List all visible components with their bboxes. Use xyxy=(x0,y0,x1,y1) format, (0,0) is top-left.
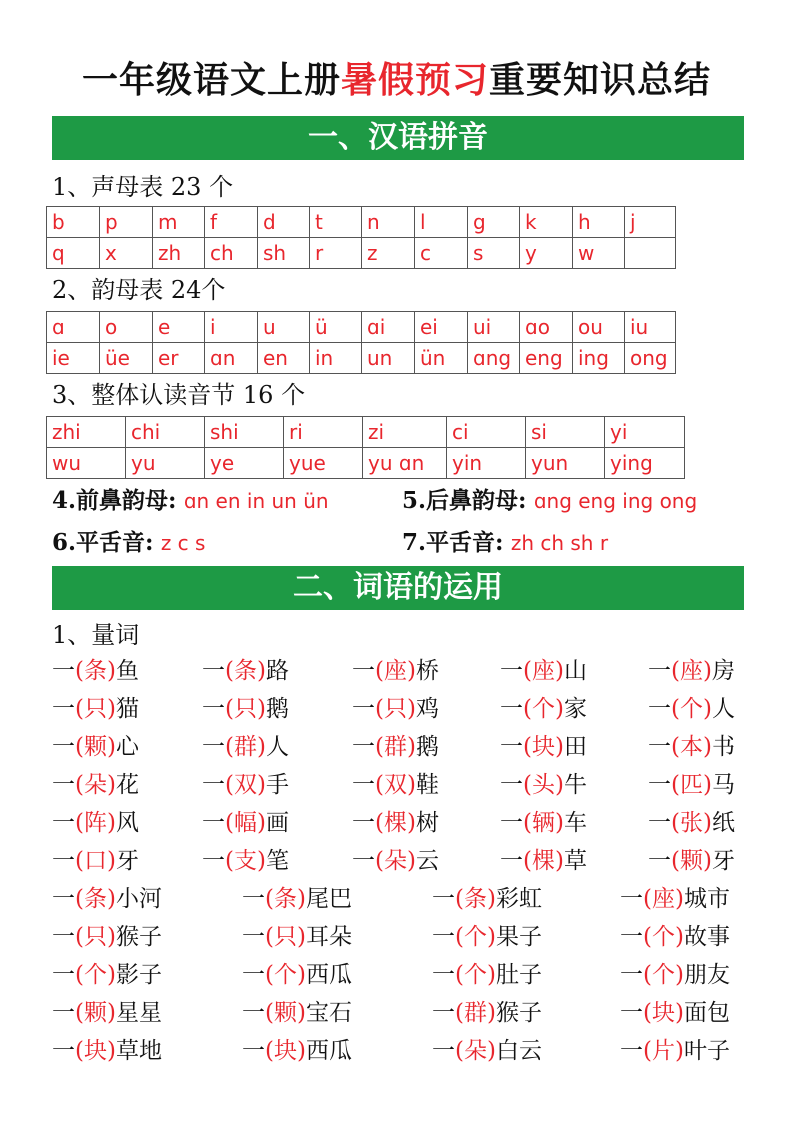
measure-word-item xyxy=(648,732,735,762)
classifier: (颗) xyxy=(75,734,116,760)
table-cell: ing xyxy=(573,343,625,374)
noun: 家 xyxy=(563,696,587,722)
numeral: 一 xyxy=(620,962,643,988)
measure-word-item xyxy=(52,998,162,1028)
noun: 牙 xyxy=(711,848,735,874)
table-cell: x xyxy=(100,238,153,269)
table-cell: wu xyxy=(47,448,126,479)
measure-word-item xyxy=(52,808,139,838)
table-cell: si xyxy=(526,417,605,448)
classifier: (口) xyxy=(75,848,116,874)
measure-word-item xyxy=(648,694,735,724)
noun: 风 xyxy=(115,810,139,836)
numeral: 一 xyxy=(500,658,523,684)
table-cell: q xyxy=(47,238,100,269)
table-cell: g xyxy=(468,207,520,238)
measure-word-item xyxy=(620,998,730,1028)
classifier: (颗) xyxy=(75,1000,116,1026)
table-cell: zhi xyxy=(47,417,126,448)
classifier: (棵) xyxy=(375,810,416,836)
table-cell: er xyxy=(153,343,205,374)
classifier: (条) xyxy=(75,658,116,684)
table-cell: w xyxy=(573,238,625,269)
numeral: 一 xyxy=(242,1000,265,1026)
measure-word-item xyxy=(500,808,587,838)
noun: 尾巴 xyxy=(305,886,352,912)
numeral: 一 xyxy=(352,810,375,836)
classifier: (颗) xyxy=(265,1000,306,1026)
measure-word-item xyxy=(432,1036,542,1066)
table-cell: sh xyxy=(258,238,310,269)
measure-word-item xyxy=(52,922,162,952)
classifier: (个) xyxy=(265,962,306,988)
classifier: (幅) xyxy=(225,810,266,836)
numeral: 一 xyxy=(432,924,455,950)
table-cell: ou xyxy=(573,312,625,343)
table-cell: k xyxy=(520,207,573,238)
noun: 手 xyxy=(265,772,289,798)
noun: 草地 xyxy=(115,1038,162,1064)
classifier: (颗) xyxy=(671,848,712,874)
classifier: (个) xyxy=(455,924,496,950)
classifier: (块) xyxy=(75,1038,116,1064)
table-cell: ri xyxy=(284,417,363,448)
table-cell: ɑn xyxy=(205,343,258,374)
numeral: 一 xyxy=(620,1000,643,1026)
table-cell: o xyxy=(100,312,153,343)
table-cell: m xyxy=(153,207,205,238)
measure-word-item xyxy=(242,960,352,990)
noun: 牙 xyxy=(115,848,139,874)
measure-word-item xyxy=(500,846,587,876)
flat-tongue-line xyxy=(52,528,205,558)
retroflex-label: 7.平舌音: xyxy=(402,529,504,556)
table-cell: ɑo xyxy=(520,312,573,343)
table-cell: ɑng xyxy=(468,343,520,374)
classifier: (本) xyxy=(671,734,712,760)
table-cell: ɑi xyxy=(362,312,415,343)
classifier: (只) xyxy=(75,696,116,722)
classifier: (支) xyxy=(225,848,266,874)
table-row xyxy=(47,448,685,479)
measure-word-item xyxy=(202,732,289,762)
noun: 书 xyxy=(711,734,735,760)
table-cell: iu xyxy=(625,312,676,343)
classifier: (个) xyxy=(643,962,684,988)
noun: 马 xyxy=(711,772,735,798)
table-cell: en xyxy=(258,343,310,374)
noun: 心 xyxy=(115,734,139,760)
table-cell: ying xyxy=(605,448,685,479)
classifier: (条) xyxy=(455,886,496,912)
numeral: 一 xyxy=(52,924,75,950)
numeral: 一 xyxy=(648,696,671,722)
measure-word-item xyxy=(202,656,289,686)
section-heading-pinyin: 一、汉语拼音 xyxy=(52,116,744,160)
measure-word-item xyxy=(620,884,730,914)
initials-title: 1、声母表 23 个 xyxy=(52,173,234,201)
table-cell: y xyxy=(520,238,573,269)
noun: 宝石 xyxy=(305,1000,352,1026)
numeral: 一 xyxy=(648,772,671,798)
noun: 山 xyxy=(563,658,587,684)
numeral: 一 xyxy=(202,734,225,760)
classifier: (块) xyxy=(643,1000,684,1026)
numeral: 一 xyxy=(500,848,523,874)
measure-word-item xyxy=(52,694,139,724)
classifier: (群) xyxy=(225,734,266,760)
numeral: 一 xyxy=(52,658,75,684)
syllables-table xyxy=(46,416,685,479)
classifier: (座) xyxy=(671,658,712,684)
noun: 小河 xyxy=(115,886,162,912)
classifier: (只) xyxy=(265,924,306,950)
table-row xyxy=(47,312,676,343)
numeral: 一 xyxy=(500,772,523,798)
table-row xyxy=(47,207,676,238)
numeral: 一 xyxy=(352,772,375,798)
measure-word-item xyxy=(432,922,542,952)
numeral: 一 xyxy=(352,734,375,760)
measure-word-item xyxy=(242,884,352,914)
numeral: 一 xyxy=(202,696,225,722)
front-nasal-line xyxy=(52,486,329,516)
table-cell: ong xyxy=(625,343,676,374)
measure-word-item xyxy=(500,656,587,686)
classifier: (张) xyxy=(671,810,712,836)
page-title xyxy=(0,56,793,104)
finals-table xyxy=(46,311,676,374)
noun: 白云 xyxy=(495,1038,542,1064)
classifier: (块) xyxy=(523,734,564,760)
measure-word-item xyxy=(432,998,542,1028)
table-cell: n xyxy=(362,207,415,238)
classifier: (条) xyxy=(75,886,116,912)
measure-word-item xyxy=(620,1036,730,1066)
table-cell: in xyxy=(310,343,362,374)
noun: 桥 xyxy=(415,658,439,684)
title-highlight: 暑假预习 xyxy=(340,59,489,101)
table-cell: f xyxy=(205,207,258,238)
section-heading-words: 二、词语的运用 xyxy=(52,566,744,610)
numeral: 一 xyxy=(620,1038,643,1064)
classifier: (个) xyxy=(671,696,712,722)
numeral: 一 xyxy=(242,1038,265,1064)
retroflex-value: zh ch sh r xyxy=(510,531,609,555)
noun: 鸡 xyxy=(415,696,439,722)
table-cell: ui xyxy=(468,312,520,343)
noun: 牛 xyxy=(563,772,587,798)
back-nasal-line xyxy=(402,486,697,516)
noun: 西瓜 xyxy=(305,962,352,988)
numeral: 一 xyxy=(648,810,671,836)
table-cell: chi xyxy=(126,417,205,448)
table-row xyxy=(47,238,676,269)
measure-word-item xyxy=(52,884,162,914)
numeral: 一 xyxy=(52,1038,75,1064)
classifier: (群) xyxy=(375,734,416,760)
measure-word-item xyxy=(352,732,439,762)
measure-word-item xyxy=(352,656,439,686)
numeral: 一 xyxy=(648,848,671,874)
classifier: (匹) xyxy=(671,772,712,798)
numeral: 一 xyxy=(52,734,75,760)
numeral: 一 xyxy=(52,810,75,836)
measure-word-item xyxy=(620,922,730,952)
classifier: (座) xyxy=(523,658,564,684)
syllables-title: 3、整体认读音节 16 个 xyxy=(52,381,306,409)
measure-word-item xyxy=(352,694,439,724)
classifier: (只) xyxy=(75,924,116,950)
classifier: (个) xyxy=(643,924,684,950)
noun: 果子 xyxy=(495,924,542,950)
finals-title: 2、韵母表 24个 xyxy=(52,276,226,304)
measure-word-item xyxy=(352,770,439,800)
table-cell: zh xyxy=(153,238,205,269)
table-cell: ɑ xyxy=(47,312,100,343)
measure-word-item xyxy=(202,770,289,800)
noun: 彩虹 xyxy=(495,886,542,912)
measure-word-item xyxy=(352,808,439,838)
table-cell: h xyxy=(573,207,625,238)
table-cell: ci xyxy=(447,417,526,448)
measure-word-item xyxy=(202,846,289,876)
measure-word-item xyxy=(648,846,735,876)
flat-tongue-value: z c s xyxy=(160,531,206,555)
numeral: 一 xyxy=(620,886,643,912)
table-cell: ch xyxy=(205,238,258,269)
table-cell: un xyxy=(362,343,415,374)
measure-word-item xyxy=(52,732,139,762)
classifier: (只) xyxy=(375,696,416,722)
back-nasal-label: 5.后鼻韵母: xyxy=(402,487,527,514)
classifier: (个) xyxy=(523,696,564,722)
noun: 叶子 xyxy=(683,1038,730,1064)
noun: 田 xyxy=(563,734,587,760)
table-cell: eng xyxy=(520,343,573,374)
title-part1: 一年级语文上册 xyxy=(81,59,341,101)
table-cell: p xyxy=(100,207,153,238)
table-row xyxy=(47,343,676,374)
measure-word-item xyxy=(648,656,735,686)
table-cell: zi xyxy=(363,417,447,448)
numeral: 一 xyxy=(52,1000,75,1026)
noun: 路 xyxy=(265,658,289,684)
table-cell: s xyxy=(468,238,520,269)
classifier: (条) xyxy=(225,658,266,684)
numeral: 一 xyxy=(500,734,523,760)
table-cell: l xyxy=(415,207,468,238)
table-row xyxy=(47,417,685,448)
measure-word-item xyxy=(52,1036,162,1066)
table-cell: b xyxy=(47,207,100,238)
table-cell: ie xyxy=(47,343,100,374)
measure-word-item xyxy=(52,770,139,800)
front-nasal-label: 4.前鼻韵母: xyxy=(52,487,177,514)
table-cell: i xyxy=(205,312,258,343)
table-cell: t xyxy=(310,207,362,238)
noun: 鹅 xyxy=(415,734,439,760)
noun: 纸 xyxy=(711,810,735,836)
table-cell: shi xyxy=(205,417,284,448)
flat-tongue-label: 6.平舌音: xyxy=(52,529,154,556)
measure-word-item xyxy=(242,1036,352,1066)
classifier: (条) xyxy=(265,886,306,912)
measure-word-item xyxy=(500,770,587,800)
numeral: 一 xyxy=(52,696,75,722)
numeral: 一 xyxy=(648,658,671,684)
table-cell: u xyxy=(258,312,310,343)
numeral: 一 xyxy=(202,658,225,684)
table-cell: yu ɑn xyxy=(363,448,447,479)
numeral: 一 xyxy=(242,886,265,912)
classifier: (双) xyxy=(225,772,266,798)
numeral: 一 xyxy=(500,696,523,722)
noun: 影子 xyxy=(115,962,162,988)
measure-word-item xyxy=(500,732,587,762)
noun: 画 xyxy=(265,810,289,836)
table-cell: ü xyxy=(310,312,362,343)
noun: 朋友 xyxy=(683,962,730,988)
classifier: (辆) xyxy=(523,810,564,836)
noun: 耳朵 xyxy=(305,924,352,950)
table-cell: c xyxy=(415,238,468,269)
table-cell: ün xyxy=(415,343,468,374)
measure-word-item xyxy=(648,808,735,838)
classifier: (阵) xyxy=(75,810,116,836)
numeral: 一 xyxy=(432,1000,455,1026)
numeral: 一 xyxy=(432,962,455,988)
noun: 猴子 xyxy=(495,1000,542,1026)
measure-word-item xyxy=(432,960,542,990)
classifier: (个) xyxy=(75,962,116,988)
noun: 故事 xyxy=(683,924,730,950)
noun: 鹅 xyxy=(265,696,289,722)
table-cell: e xyxy=(153,312,205,343)
noun: 肚子 xyxy=(495,962,542,988)
table-cell xyxy=(625,238,676,269)
classifier: (朵) xyxy=(375,848,416,874)
classifier: (座) xyxy=(643,886,684,912)
classifier: (双) xyxy=(375,772,416,798)
numeral: 一 xyxy=(52,886,75,912)
measure-word-item xyxy=(620,960,730,990)
noun: 花 xyxy=(115,772,139,798)
numeral: 一 xyxy=(620,924,643,950)
classifier: (个) xyxy=(455,962,496,988)
numeral: 一 xyxy=(52,848,75,874)
table-cell: d xyxy=(258,207,310,238)
numeral: 一 xyxy=(432,886,455,912)
classifier: (群) xyxy=(455,1000,496,1026)
classifier: (座) xyxy=(375,658,416,684)
noun: 树 xyxy=(415,810,439,836)
measure-word-item xyxy=(242,998,352,1028)
noun: 星星 xyxy=(115,1000,162,1026)
classifier: (片) xyxy=(643,1038,684,1064)
numeral: 一 xyxy=(352,696,375,722)
noun: 鞋 xyxy=(415,772,439,798)
measure-word-item xyxy=(52,960,162,990)
numeral: 一 xyxy=(202,810,225,836)
table-cell: üe xyxy=(100,343,153,374)
numeral: 一 xyxy=(202,848,225,874)
numeral: 一 xyxy=(352,658,375,684)
classifier: (块) xyxy=(265,1038,306,1064)
measure-word-item xyxy=(432,884,542,914)
noun: 云 xyxy=(415,848,439,874)
table-cell: yi xyxy=(605,417,685,448)
retroflex-line xyxy=(402,528,608,558)
measure-word-item xyxy=(202,694,289,724)
measure-words-title: 1、量词 xyxy=(52,621,140,649)
numeral: 一 xyxy=(352,848,375,874)
noun: 鱼 xyxy=(115,658,139,684)
table-cell: yun xyxy=(526,448,605,479)
table-cell: ei xyxy=(415,312,468,343)
classifier: (头) xyxy=(523,772,564,798)
noun: 人 xyxy=(711,696,735,722)
classifier: (朵) xyxy=(455,1038,496,1064)
numeral: 一 xyxy=(242,924,265,950)
noun: 车 xyxy=(563,810,587,836)
noun: 人 xyxy=(265,734,289,760)
measure-word-item xyxy=(648,770,735,800)
classifier: (棵) xyxy=(523,848,564,874)
noun: 房 xyxy=(711,658,735,684)
back-nasal-value: ɑng eng ing ong xyxy=(533,489,698,513)
numeral: 一 xyxy=(52,772,75,798)
numeral: 一 xyxy=(648,734,671,760)
table-cell: ye xyxy=(205,448,284,479)
measure-word-item xyxy=(202,808,289,838)
measure-word-item xyxy=(52,656,139,686)
noun: 猴子 xyxy=(115,924,162,950)
classifier: (朵) xyxy=(75,772,116,798)
table-cell: yue xyxy=(284,448,363,479)
measure-word-item xyxy=(500,694,587,724)
table-cell: z xyxy=(362,238,415,269)
measure-word-item xyxy=(52,846,139,876)
noun: 猫 xyxy=(115,696,139,722)
table-cell: yin xyxy=(447,448,526,479)
table-cell: r xyxy=(310,238,362,269)
classifier: (只) xyxy=(225,696,266,722)
table-cell: j xyxy=(625,207,676,238)
table-cell: yu xyxy=(126,448,205,479)
noun: 城市 xyxy=(683,886,730,912)
front-nasal-value: ɑn en in un ün xyxy=(183,489,329,513)
noun: 笔 xyxy=(265,848,289,874)
title-part2: 重要知识总结 xyxy=(489,59,712,101)
initials-table xyxy=(46,206,676,269)
noun: 草 xyxy=(563,848,587,874)
numeral: 一 xyxy=(52,962,75,988)
measure-word-item xyxy=(242,922,352,952)
noun: 面包 xyxy=(683,1000,730,1026)
noun: 西瓜 xyxy=(305,1038,352,1064)
numeral: 一 xyxy=(202,772,225,798)
measure-word-item xyxy=(352,846,439,876)
numeral: 一 xyxy=(432,1038,455,1064)
numeral: 一 xyxy=(242,962,265,988)
numeral: 一 xyxy=(500,810,523,836)
